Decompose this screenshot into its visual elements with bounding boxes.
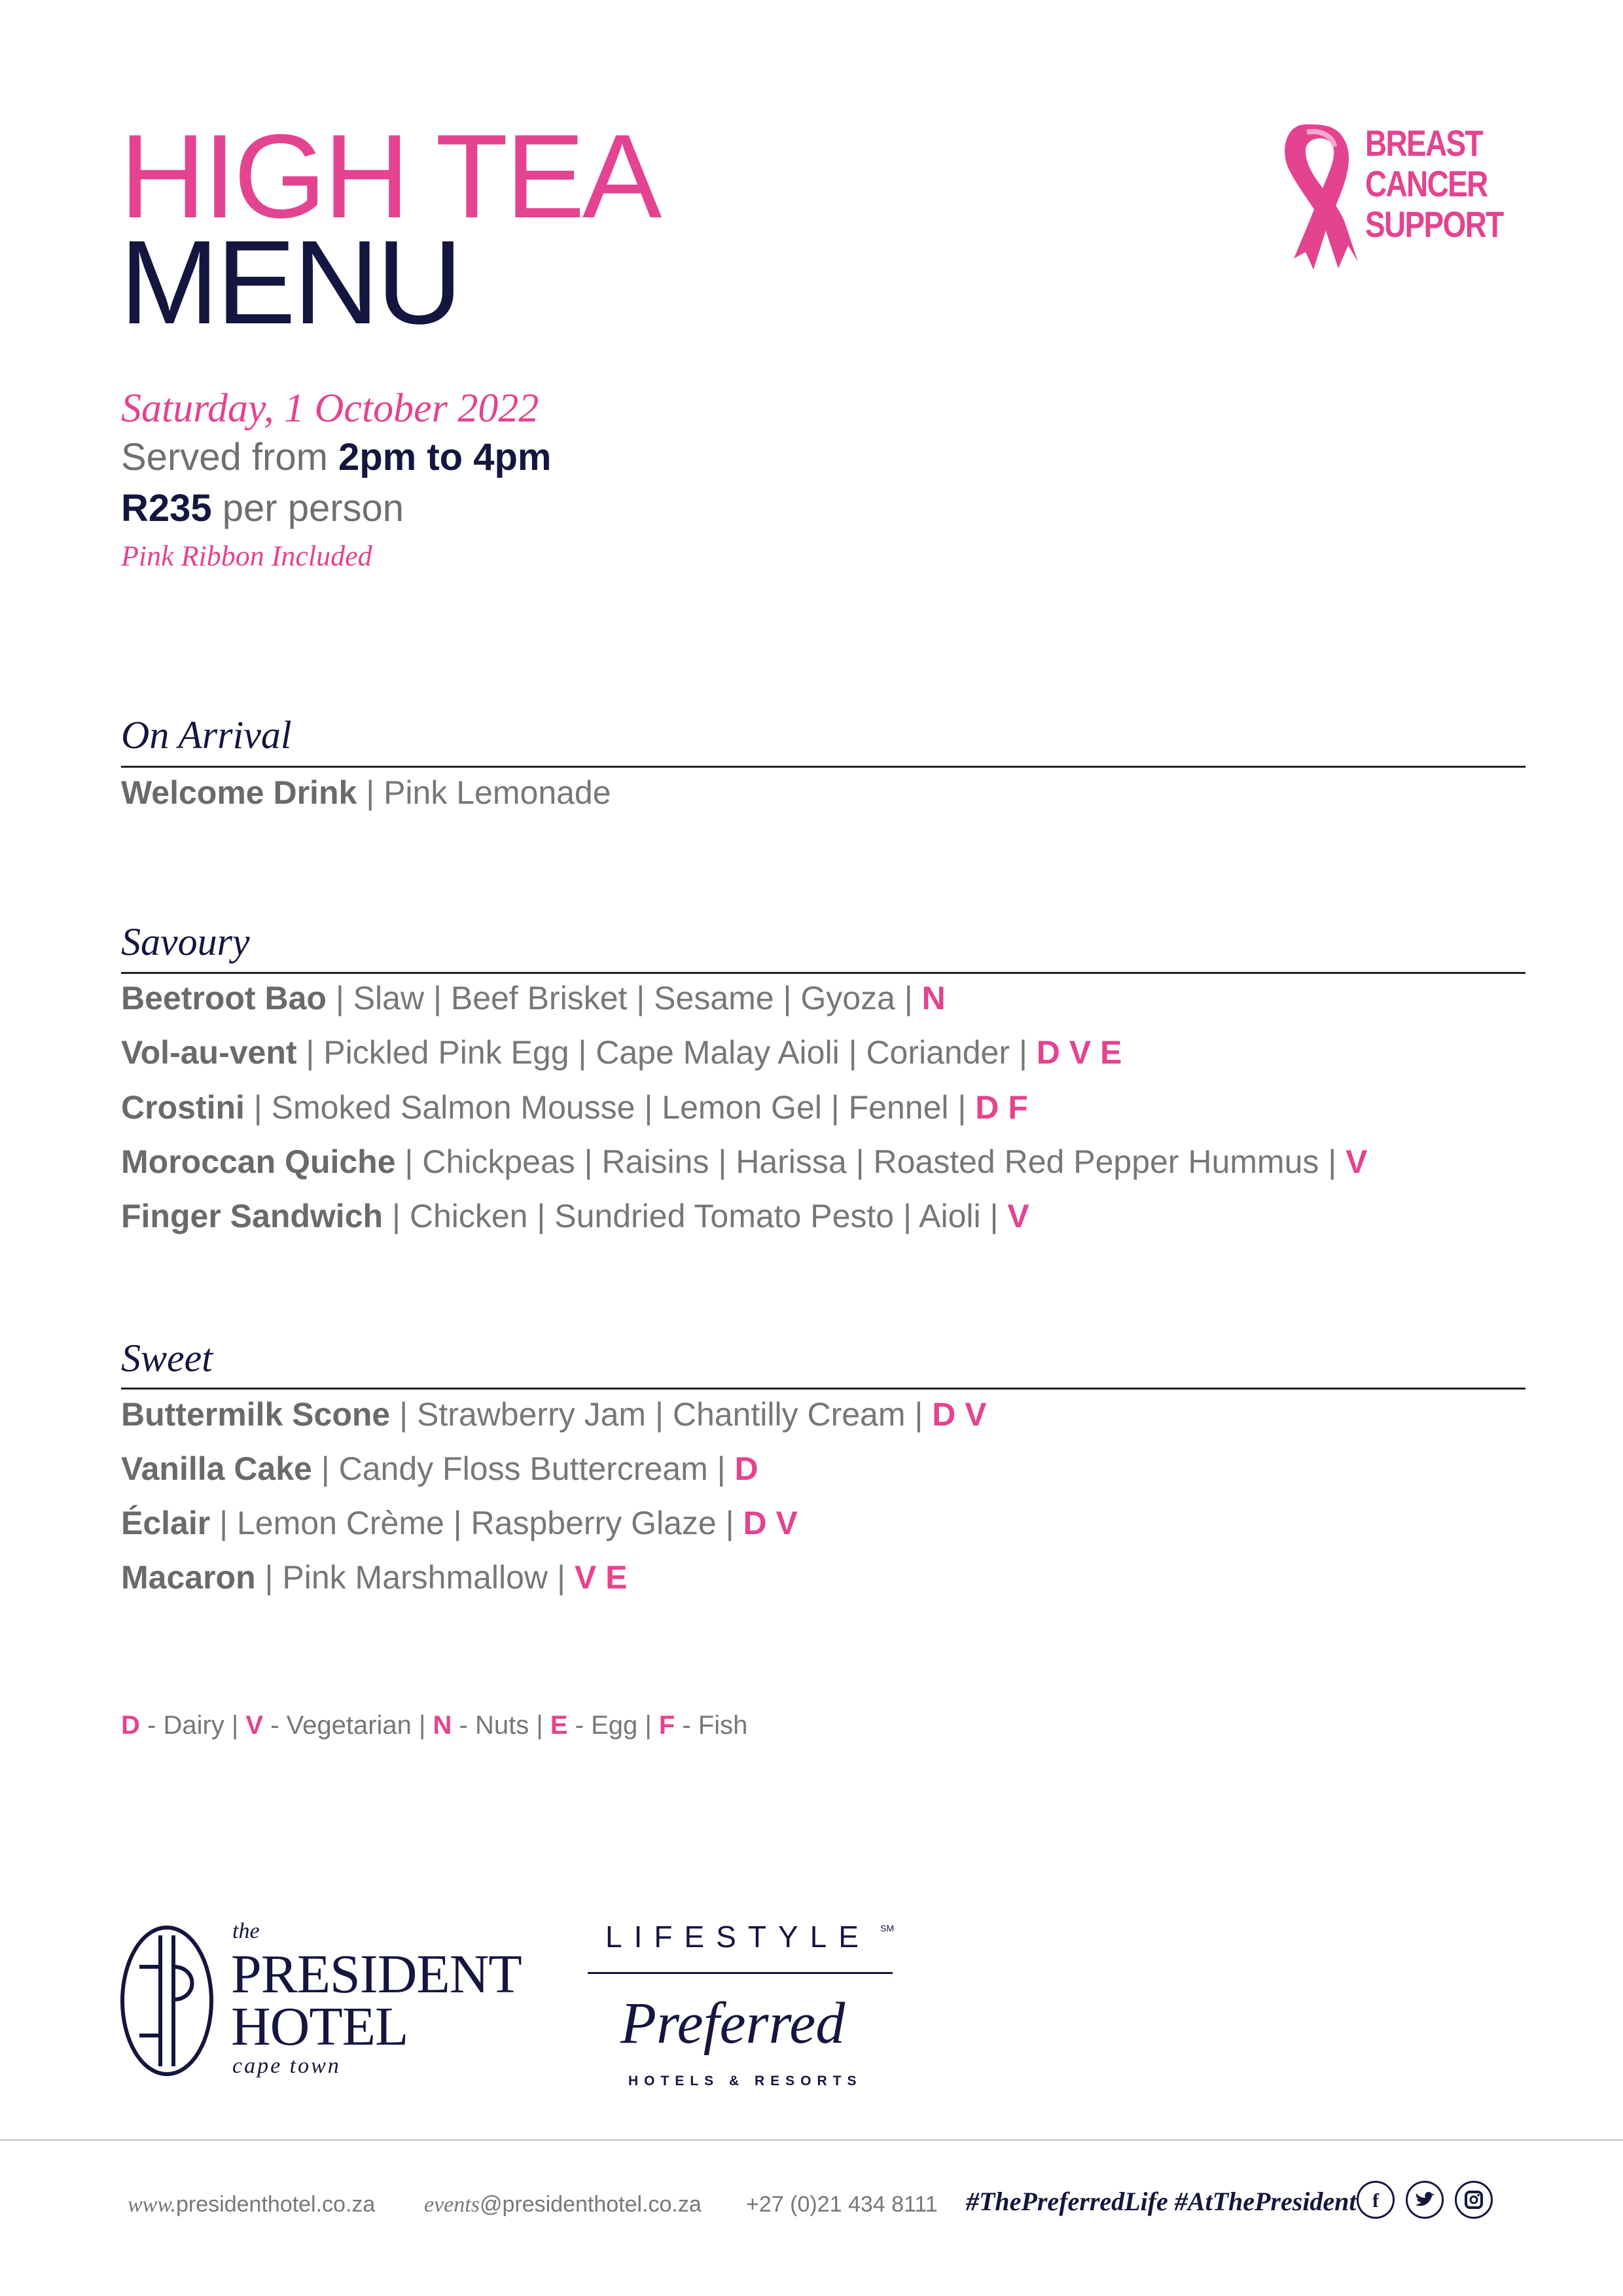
dietary-tags: D F bbox=[975, 1089, 1028, 1126]
website-domain: presidenthotel.co.za bbox=[176, 2192, 376, 2217]
dietary-tags: D V bbox=[932, 1396, 987, 1433]
dietary-tags: D V bbox=[743, 1505, 798, 1541]
dish-name: Welcome Drink bbox=[121, 774, 357, 811]
dietary-tags: V E bbox=[574, 1559, 628, 1596]
dish-name: Éclair bbox=[121, 1505, 211, 1541]
footer-rule bbox=[0, 2139, 1623, 2141]
hashtags: #ThePreferredLife #AtThePresident bbox=[966, 2187, 1357, 2216]
section-title-on-arrival: On Arrival bbox=[121, 713, 292, 757]
dish-description: | Pickled Pink Egg | Cape Malay Aioli | Coriander | bbox=[296, 1034, 1037, 1071]
section-rule bbox=[121, 972, 1525, 974]
title-line-1: HIGH TEA bbox=[120, 109, 660, 243]
phone-number: +27 (0)21 434 8111 bbox=[746, 2192, 938, 2217]
dish-description: | Pink Lemonade bbox=[357, 774, 611, 811]
email-prefix: events bbox=[424, 2193, 480, 2217]
menu-item bbox=[121, 1503, 798, 1543]
price bbox=[121, 486, 404, 531]
menu-item bbox=[121, 1557, 627, 1598]
title-line-2: MENU bbox=[120, 215, 460, 349]
legend-key: N bbox=[433, 1711, 452, 1740]
dietary-tags: D V E bbox=[1036, 1034, 1122, 1071]
dish-name: Moroccan Quiche bbox=[121, 1143, 396, 1180]
menu-item bbox=[121, 1196, 1029, 1236]
served-time bbox=[121, 435, 552, 480]
dietary-tags: V bbox=[1346, 1143, 1368, 1180]
legend-key: D bbox=[121, 1711, 140, 1740]
legend-label: - Dairy | bbox=[139, 1711, 246, 1740]
dietary-tags: D bbox=[734, 1450, 758, 1487]
dietary-legend bbox=[121, 1707, 747, 1744]
preferred-script: Preferred bbox=[620, 1991, 846, 2056]
dish-name: Vol-au-vent bbox=[121, 1034, 297, 1071]
served-time-value: 2pm to 4pm bbox=[338, 436, 552, 478]
lifestyle-sm-mark: SM bbox=[880, 1923, 894, 1933]
badge-line-3: SUPPORT bbox=[1365, 204, 1503, 245]
menu-item bbox=[121, 1032, 1122, 1073]
president-subtitle: cape town bbox=[232, 2054, 341, 2078]
dish-description: | Pink Marshmallow | bbox=[255, 1559, 575, 1596]
legend-key: V bbox=[245, 1711, 264, 1740]
menu-item bbox=[121, 772, 611, 813]
website-prefix: www. bbox=[128, 2193, 177, 2217]
section-rule bbox=[121, 766, 1525, 768]
dish-description: | Chicken | Sundried Tomato Pesto | Aioli | bbox=[383, 1198, 1008, 1234]
dish-description: | Smoked Salmon Mousse | Lemon Gel | Fennel | bbox=[244, 1089, 976, 1126]
price-suffix: per person bbox=[211, 487, 404, 529]
lifestyle-wordmark: LIFESTYLE bbox=[605, 1920, 870, 1954]
legend-label: - Vegetarian | bbox=[263, 1711, 433, 1740]
breast-cancer-support-label bbox=[1365, 123, 1503, 245]
dish-name: Buttermilk Scone bbox=[121, 1396, 391, 1433]
twitter-icon[interactable] bbox=[1406, 2181, 1444, 2219]
svg-text:f: f bbox=[1372, 2190, 1379, 2212]
president-name-line-1: PRESIDENT bbox=[231, 1944, 522, 2005]
legend-label: - Nuts | bbox=[452, 1711, 550, 1740]
president-the: the bbox=[232, 1919, 260, 1943]
dish-description: | Slaw | Beef Brisket | Sesame | Gyoza | bbox=[326, 980, 922, 1016]
menu-item bbox=[121, 1448, 758, 1489]
president-name-line-2: HOTEL bbox=[231, 1996, 408, 2057]
dish-description: | Chickpeas | Raisins | Harissa | Roasted Red Pepper Hummus | bbox=[395, 1143, 1346, 1180]
dish-name: Beetroot Bao bbox=[121, 980, 327, 1016]
section-rule bbox=[121, 1388, 1525, 1390]
hotels-resorts-label: HOTELS & RESORTS bbox=[628, 2073, 863, 2089]
website-link[interactable] bbox=[128, 2190, 375, 2219]
dish-description: | Candy Floss Buttercream | bbox=[312, 1450, 735, 1487]
legend-key: F bbox=[658, 1711, 675, 1740]
menu-item bbox=[121, 1087, 1028, 1128]
dish-name: Macaron bbox=[121, 1559, 256, 1596]
dietary-tags: N bbox=[921, 980, 946, 1016]
legend-label: - Egg | bbox=[567, 1711, 659, 1740]
served-prefix: Served from bbox=[121, 436, 338, 478]
email-domain: @presidenthotel.co.za bbox=[479, 2192, 702, 2217]
dish-name: Crostini bbox=[121, 1089, 245, 1126]
facebook-icon[interactable] bbox=[1357, 2181, 1395, 2219]
dish-name: Vanilla Cake bbox=[121, 1450, 312, 1487]
event-date: Saturday, 1 October 2022 bbox=[121, 386, 539, 431]
dish-description: | Lemon Crème | Raspberry Glaze | bbox=[210, 1505, 743, 1541]
email-link[interactable] bbox=[424, 2190, 702, 2219]
price-value: R235 bbox=[121, 487, 212, 529]
menu-item bbox=[121, 1394, 987, 1435]
ribbon-note: Pink Ribbon Included bbox=[121, 540, 372, 572]
instagram-icon[interactable] bbox=[1455, 2181, 1493, 2219]
legend-key: E bbox=[550, 1711, 568, 1740]
dietary-tags: V bbox=[1007, 1198, 1029, 1234]
menu-item bbox=[121, 978, 946, 1018]
lifestyle-divider bbox=[588, 1972, 893, 1974]
legend-label: - Fish bbox=[675, 1711, 748, 1740]
badge-line-1: BREAST bbox=[1365, 122, 1482, 164]
section-title-savoury: Savoury bbox=[121, 920, 250, 963]
badge-line-2: CANCER bbox=[1365, 163, 1488, 204]
dish-description: | Strawberry Jam | Chantilly Cream | bbox=[390, 1396, 933, 1433]
menu-item bbox=[121, 1141, 1368, 1182]
section-title-sweet: Sweet bbox=[121, 1336, 213, 1380]
dish-name: Finger Sandwich bbox=[121, 1198, 383, 1234]
